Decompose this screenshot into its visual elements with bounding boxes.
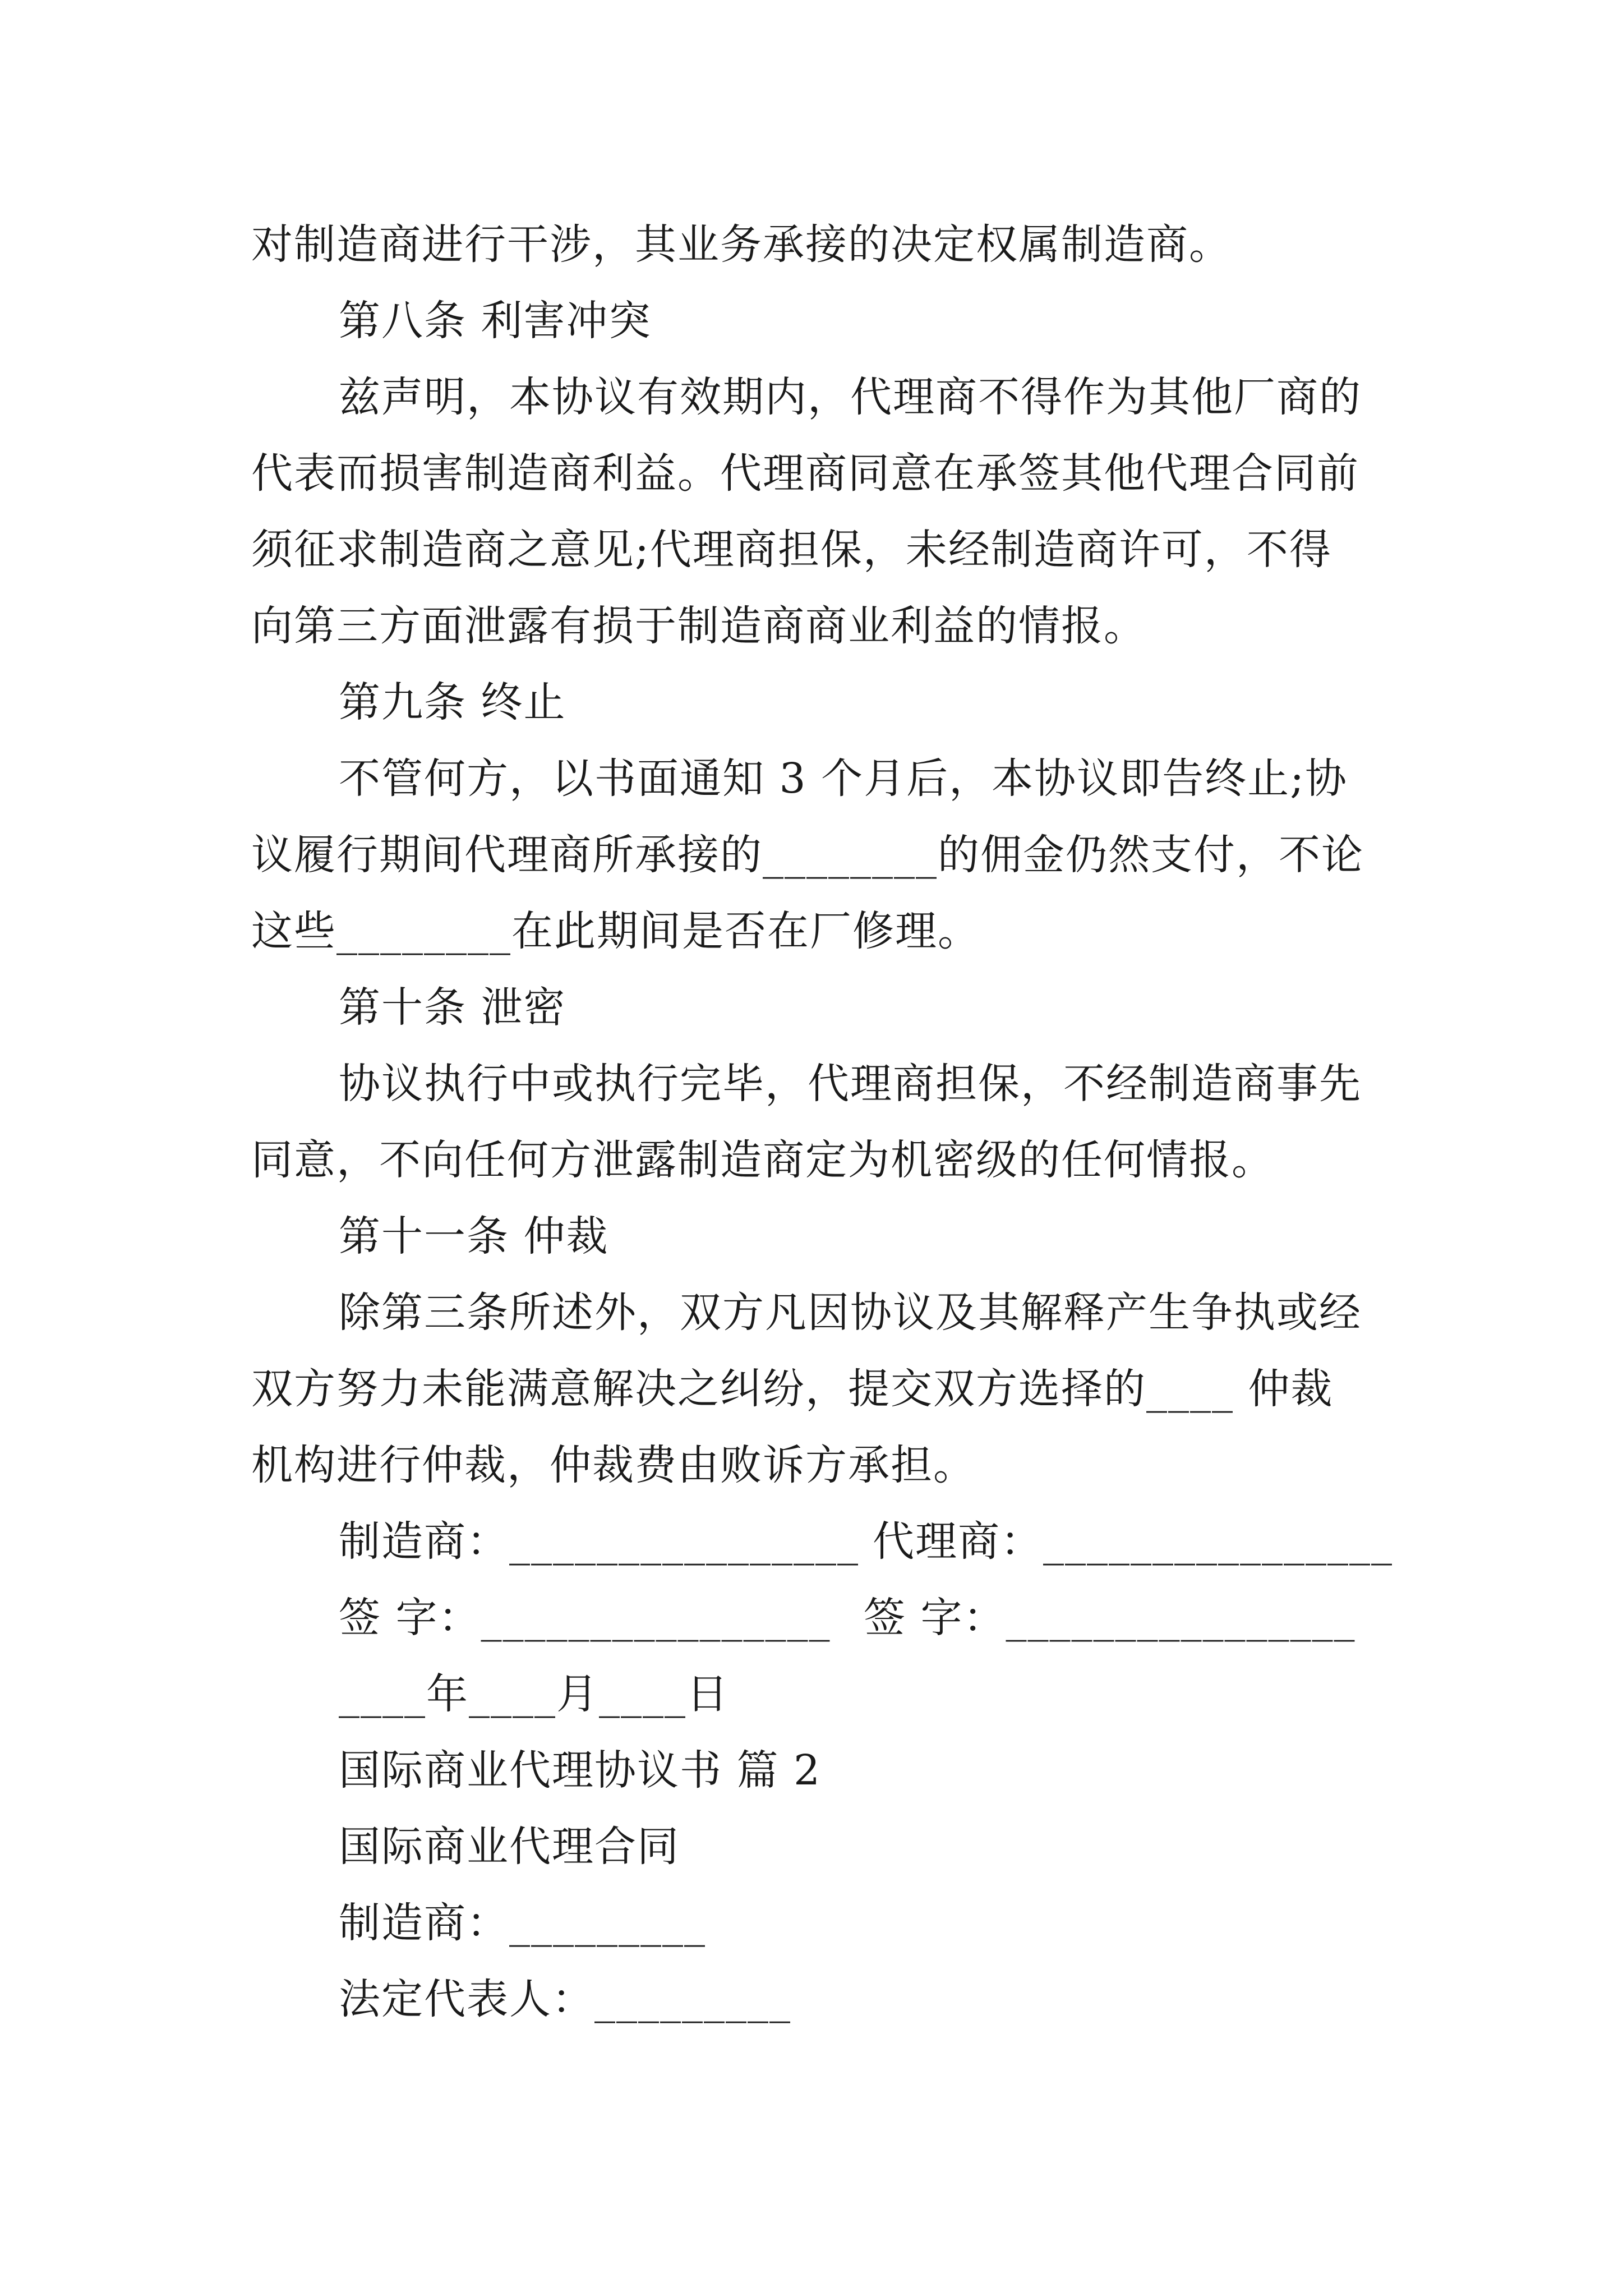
paragraph-line: 机构进行仲裁，仲裁费由败诉方承担。 [251,1441,976,1489]
article-heading: 第九条 终止 [339,678,566,726]
manufacturer-field: 制造商：_________ [339,1899,706,1947]
contract-title: 国际商业代理合同 [339,1823,680,1871]
article-heading: 第十条 泄密 [339,983,566,1032]
paragraph-line: 代表而损害制造商利益。代理商同意在承签其他代理合同前 [251,449,1359,498]
paragraph-line: 兹声明，本协议有效期内，代理商不得作为其他厂商的 [339,373,1362,421]
paragraph-line: 除第三条所述外，双方凡因协议及其解释产生争执或经 [339,1289,1362,1337]
signature-agent: 代理商：________________ [873,1517,1393,1566]
paragraph-line: 双方努力未能满意解决之纠纷，提交双方选择的____ 仲裁 [251,1365,1334,1413]
paragraph-line: 同意，不向任何方泄露制造商定为机密级的任何情报。 [251,1136,1274,1184]
signature-sign-left: 签 字：________________ [339,1594,831,1642]
paragraph-line: 对制造商进行干涉，其业务承接的决定权属制造商。 [251,220,1232,269]
signature-manufacturer: 制造商：________________ [339,1517,859,1566]
legal-representative-field: 法定代表人：_________ [339,1975,791,2023]
article-heading: 第八条 利害冲突 [339,297,652,345]
paragraph-line: 须征求制造商之意见;代理商担保，未经制造商许可，不得 [251,526,1332,574]
paragraph-line: 议履行期间代理商所承接的________的佣金仍然支付，不论 [251,831,1364,879]
signature-sign-right: 签 字：________________ [864,1594,1356,1642]
section-title: 国际商业代理协议书 篇 2 [339,1746,822,1795]
paragraph-line: 向第三方面泄露有损于制造商商业利益的情报。 [251,602,1146,650]
article-heading: 第十一条 仲裁 [339,1212,609,1260]
date-line: ____年____月____日 [339,1670,729,1718]
paragraph-line: 这些________在此期间是否在厂修理。 [251,907,980,955]
paragraph-line: 不管何方，以书面通知 3 个月后，本协议即告终止;协 [339,754,1348,803]
paragraph-line: 协议执行中或执行完毕，代理商担保，不经制造商事先 [339,1060,1362,1108]
